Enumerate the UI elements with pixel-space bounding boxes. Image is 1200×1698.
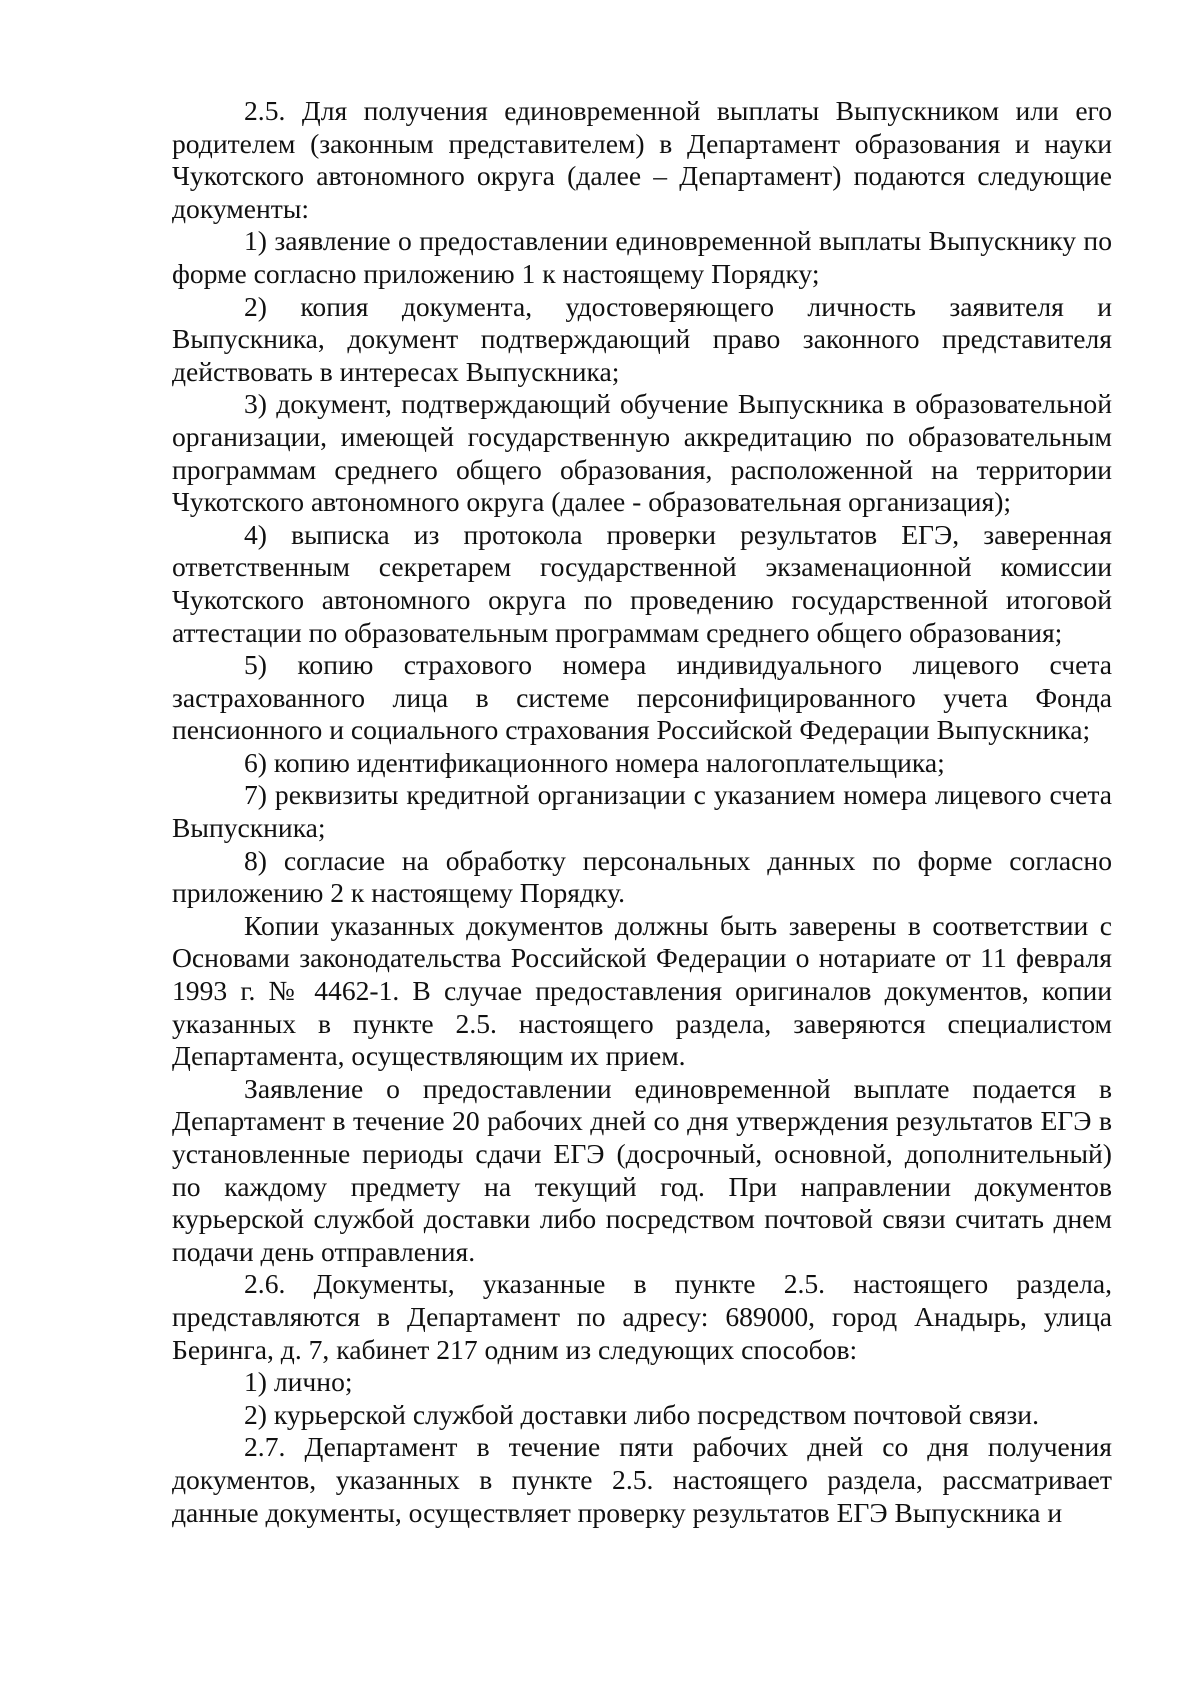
- paragraph-2-6: 2.6. Документы, указанные в пункте 2.5. настоящего раздела, представляются в Департамент по адресу: 689000, город Анадырь, улица Беринга, д. 7, кабинет 217 одним из следующих способов:: [172, 1268, 1112, 1365]
- paragraph-application-deadline: Заявление о предоставлении единовременной выплате подается в Департамент в течение 20 рабочих дней со дня утверждения результатов ЕГЭ в установленные периоды сдачи ЕГЭ (досрочный, основной, дополнительный) по каждому предмету на текущий год. При направлении документов курьерской службой доставки либо посредством почтовой связи считать днем подачи день отправления.: [172, 1072, 1112, 1267]
- document-page: [172, 95, 1112, 1529]
- list-item-5: 5) копию страхового номера индивидуального лицевого счета застрахованного лица в системе персонифицированного учета Фонда пенсионного и социального страхования Российской Федерации Выпускника;: [172, 649, 1112, 746]
- list-item-2: 2) копия документа, удостоверяющего личность заявителя и Выпускника, документ подтверждающий право законного представителя действовать в интересах Выпускника;: [172, 290, 1112, 387]
- paragraph-copies: Копии указанных документов должны быть заверены в соответствии с Основами законодательства Российской Федерации о нотариате от 11 февраля 1993 г. № 4462-1. В случае предоставления оригиналов документов, копии указанных в пункте 2.5. настоящего раздела, заверяются специалистом Департамента, осуществляющим их прием.: [172, 909, 1112, 1072]
- method-item-2: 2) курьерской службой доставки либо посредством почтовой связи.: [244, 1398, 1039, 1430]
- list-item-4: 4) выписка из протокола проверки результатов ЕГЭ, заверенная ответственным секретарем государственной экзаменационной комиссии Чукотского автономного округа по проведению государственной итоговой аттестации по образовательным программам среднего общего образования;: [172, 518, 1112, 648]
- list-item-8: 8) согласие на обработку персональных данных по форме согласно приложению 2 к настоящему Порядку.: [172, 844, 1112, 909]
- list-item-1: 1) заявление о предоставлении единовременной выплаты Выпускнику по форме согласно приложению 1 к настоящему Порядку;: [172, 225, 1112, 289]
- list-item-6: 6) копию идентификационного номера налогоплательщика;: [244, 746, 945, 778]
- paragraph-2-7: 2.7. Департамент в течение пяти рабочих дней со дня получения документов, указанных в пункте 2.5. настоящего раздела, рассматривает данные документы, осуществляет проверку результатов ЕГЭ Выпускника и: [172, 1431, 1112, 1528]
- list-item-7: 7) реквизиты кредитной организации с указанием номера лицевого счета Выпускника;: [172, 779, 1112, 844]
- method-item-1: 1) лично;: [244, 1366, 353, 1398]
- paragraph-2-5: 2.5. Для получения единовременной выплаты Выпускником или его родителем (законным представителем) в Департамент образования и науки Чукотского автономного округа (далее – Департамент) подаются следующие документы:: [172, 95, 1112, 224]
- list-item-3: 3) документ, подтверждающий обучение Выпускника в образовательной организации, имеющей государственную аккредитацию по образовательным программам среднего общего образования, расположенной на территории Чукотского автономного округа (далее - образовательная организация);: [172, 388, 1112, 518]
